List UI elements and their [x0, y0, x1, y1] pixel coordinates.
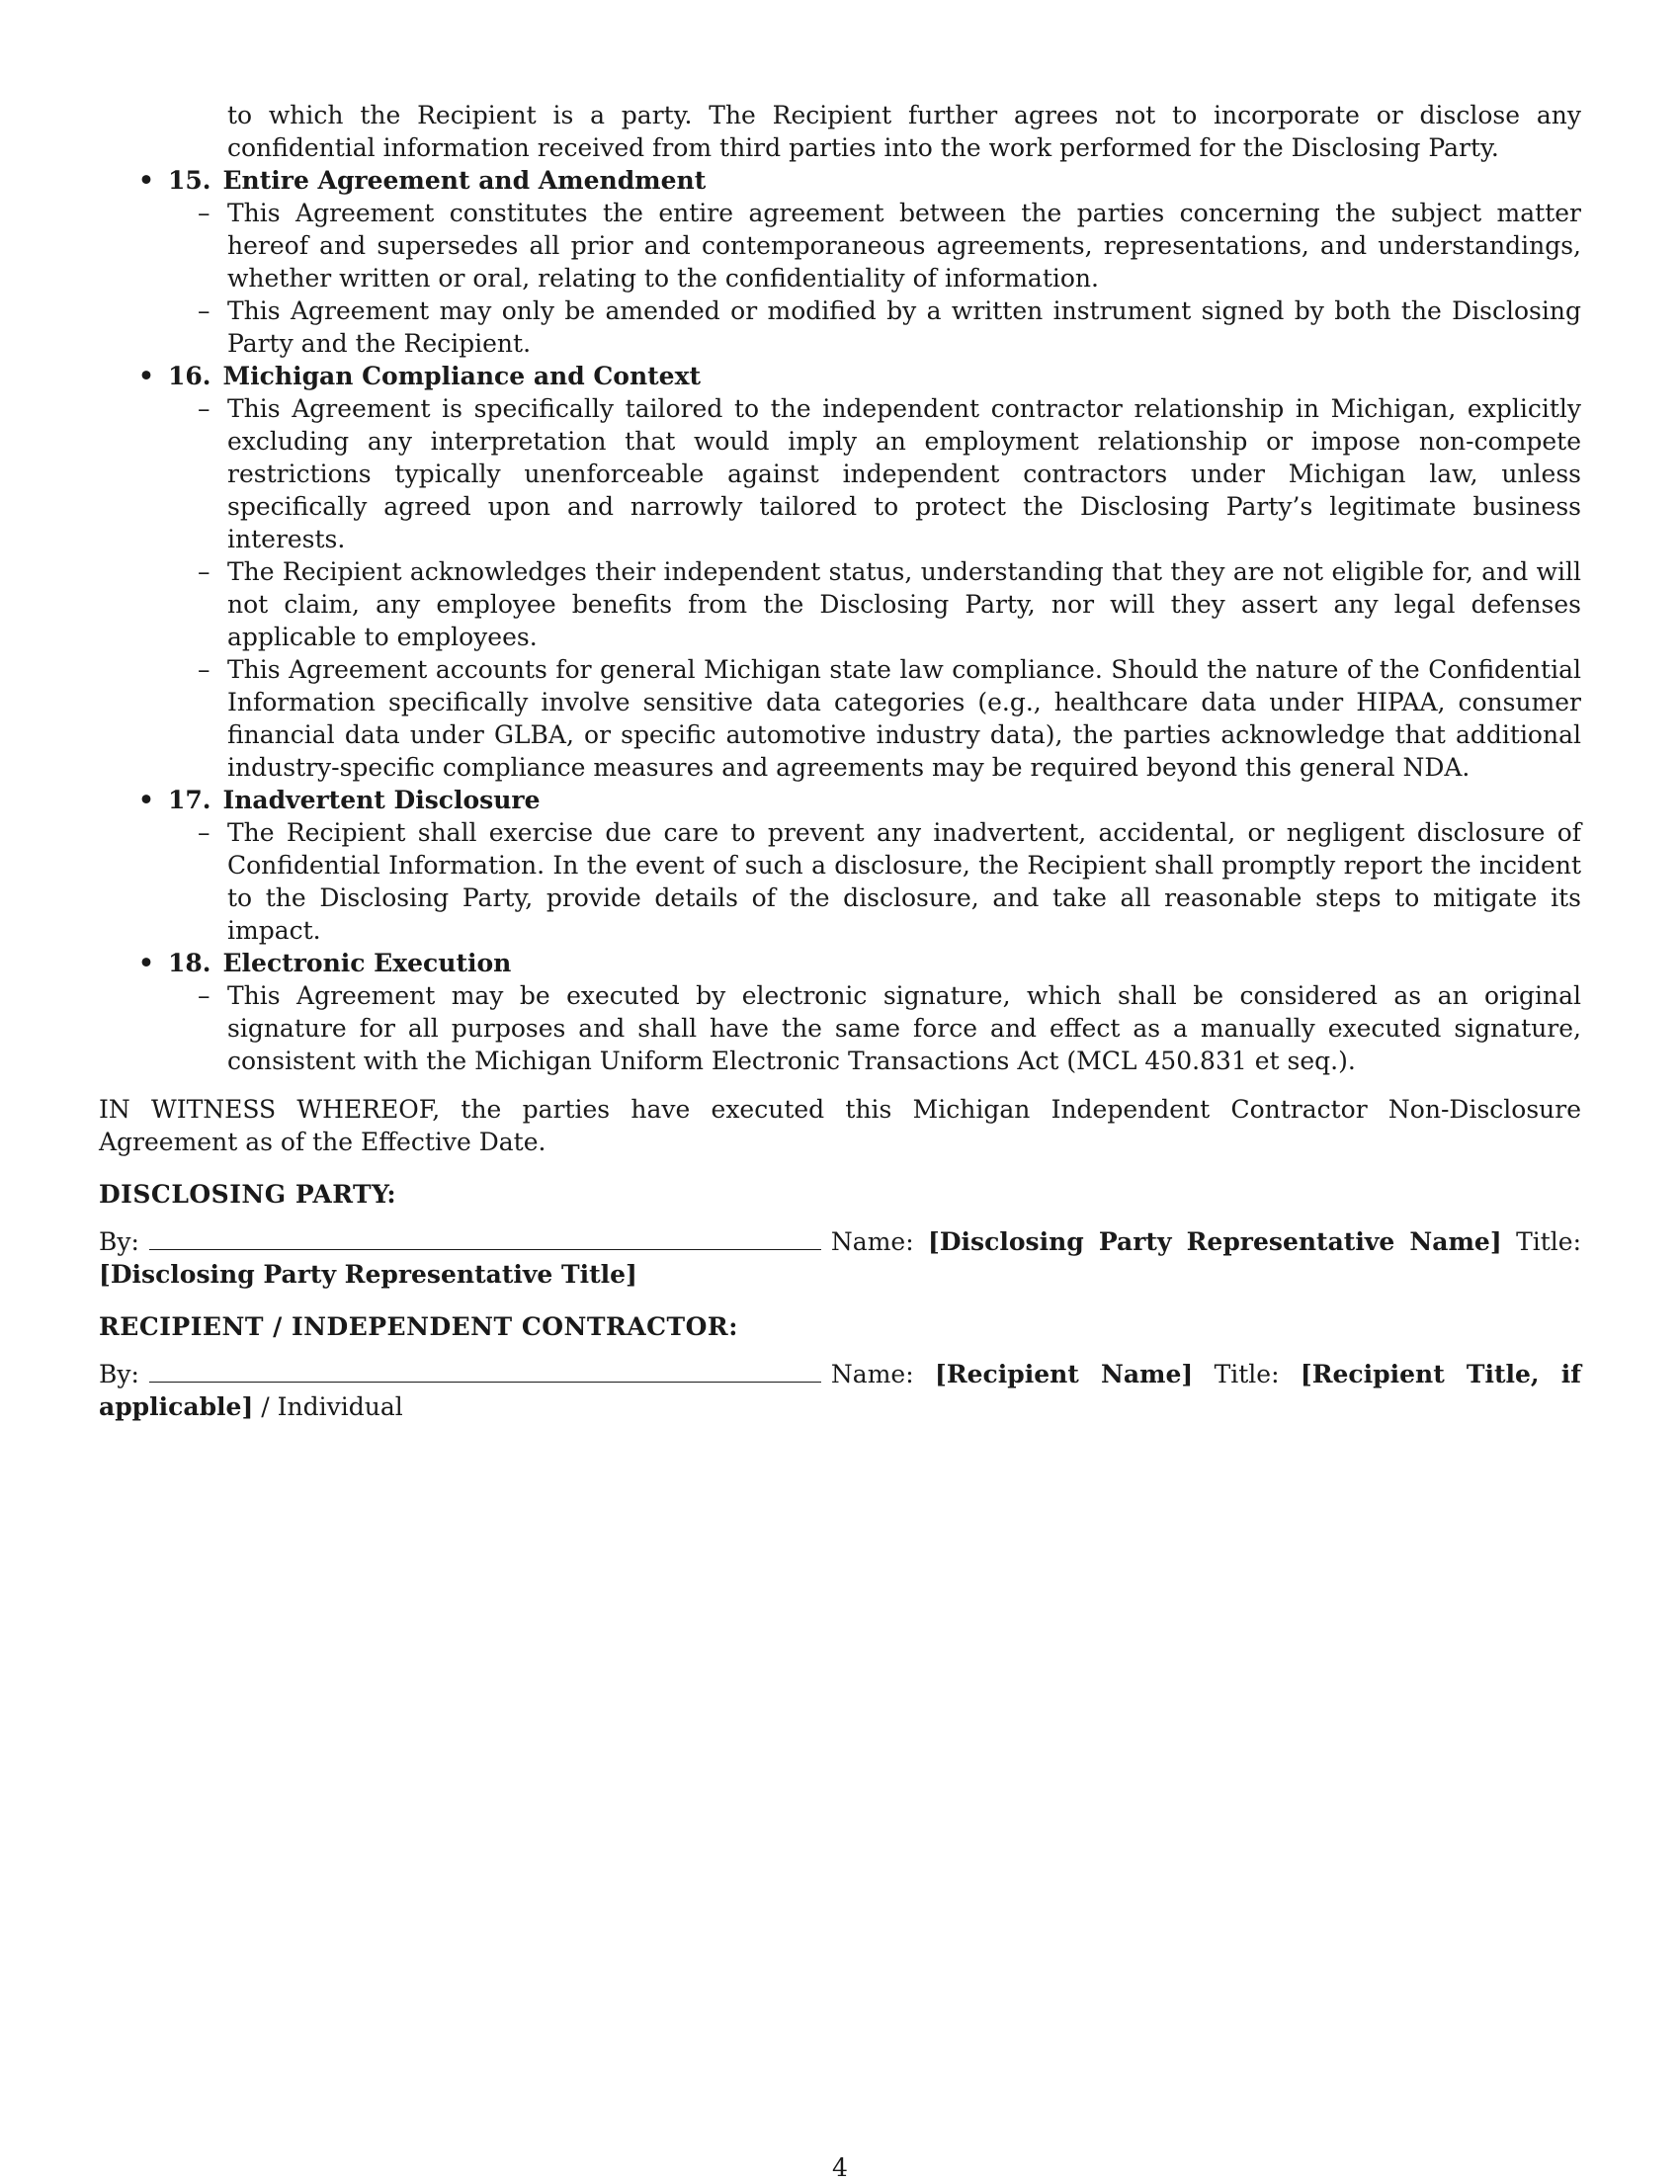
dash-marker: – [198, 981, 210, 1010]
by-label: By: [99, 1360, 139, 1388]
subsection-item [168, 979, 1581, 1077]
dash-marker: – [198, 394, 210, 423]
recipient-name-placeholder: [Recipient Name] [935, 1360, 1194, 1388]
dash-marker: – [198, 818, 210, 847]
section-title: Entire Agreement and Amendment [222, 166, 707, 195]
subsection-text: This Agreement accounts for general Michigan state law compliance. Should the nature of the Confidential Information specifically involve sensitive data categories (e.g., healthcare data under HIPAA, consumer financial data under GLBA, or specific automotive industry data), the parties acknowledge that additional industry-specific compliance measures and agreements may be required beyond this general NDA. [227, 655, 1581, 782]
recipient-title-placeholder: [Recipient Title, if applicable] [99, 1360, 1581, 1421]
section-heading [168, 784, 1581, 816]
section-number: 17. [168, 786, 211, 814]
subsection-item [168, 653, 1581, 784]
subsection-text: This Agreement may be executed by electronic signature, which shall be considered as an original signature for all purposes and shall have the same force and effect as a manually executed signature, consistent with the Michigan Uniform Electronic Transactions Act (MCL 450.831 et seq.). [227, 981, 1581, 1075]
witness-paragraph: IN WITNESS WHEREOF, the parties have executed this Michigan Independent Contractor Non-Disclosure Agreement as of the Effective Date. [99, 1095, 1581, 1156]
subsection-text: The Recipient shall exercise due care to prevent any inadvertent, accidental, or negligent disclosure of Confidential Information. In the event of such a disclosure, the Recipient shall promptly report the incident to the Disclosing Party, provide details of the disclosure, and take all reasonable steps to mitigate its impact. [227, 818, 1581, 945]
section-number: 18. [168, 949, 211, 977]
dash-marker: – [198, 199, 210, 227]
section-number: 16. [168, 362, 211, 390]
bullet-marker: • [138, 166, 154, 195]
section-title: Inadvertent Disclosure [222, 786, 541, 814]
subsection-text: This Agreement may only be amended or modified by a written instrument signed by both the Disclosing Party and the Recipient. [227, 296, 1581, 358]
subsection-text: The Recipient acknowledges their independent status, understanding that they are not eligible for, and will not claim, any employee benefits from the Disclosing Party, nor will they assert any legal defenses applicable to employees. [227, 557, 1581, 651]
recipient-type-suffix: / Individual [261, 1392, 403, 1421]
recipient-signature-block [99, 1358, 1581, 1423]
title-label: Title: [1214, 1360, 1280, 1388]
section-17 [99, 784, 1581, 947]
subsection-item [168, 555, 1581, 653]
section-title: Electronic Execution [222, 949, 512, 977]
continuation-paragraph: to which the Recipient is a party. The Recipient further agrees not to incorporate or disclose any confidential information received from third parties into the work performed for the Disclosing Party. [227, 101, 1581, 162]
section-16 [99, 360, 1581, 784]
section-heading [168, 360, 1581, 392]
subsection-list [168, 816, 1581, 947]
title-label: Title: [1516, 1227, 1581, 1256]
disclosing-title-placeholder: [Disclosing Party Representative Title] [99, 1260, 637, 1289]
page-number: 4 [832, 2153, 848, 2182]
subsection-text: This Agreement is specifically tailored to the independent contractor relationship in Michigan, explicitly excluding any interpretation that would imply an employment relationship or impose non-compete restrictions typically unenforceable against independent contractors under Michigan law, unless specifically agreed upon and narrowly tailored to protect the Disclosing Party’s legitimate business interests. [227, 394, 1581, 553]
bullet-marker: • [138, 786, 154, 814]
recipient-signature-line[interactable] [149, 1358, 821, 1383]
bullet-marker: • [138, 949, 154, 977]
disclosing-signature-block [99, 1225, 1581, 1291]
dash-marker: – [198, 655, 210, 684]
dash-marker: – [198, 557, 210, 586]
subsection-list [168, 979, 1581, 1077]
subsection-item [168, 816, 1581, 947]
dash-marker: – [198, 296, 210, 325]
recipient-heading: RECIPIENT / INDEPENDENT CONTRACTOR: [99, 1312, 738, 1341]
section-heading [168, 164, 1581, 197]
subsection-list [168, 197, 1581, 360]
bullet-marker: • [138, 362, 154, 390]
section-heading [168, 947, 1581, 979]
name-label: Name: [830, 1360, 914, 1388]
disclosing-name-placeholder: [Disclosing Party Representative Name] [928, 1227, 1502, 1256]
document-page [99, 99, 1581, 1423]
section-15 [99, 164, 1581, 360]
section-title: Michigan Compliance and Context [222, 362, 702, 390]
name-label: Name: [830, 1227, 914, 1256]
subsection-item [168, 197, 1581, 294]
disclosing-party-heading: DISCLOSING PARTY: [99, 1180, 397, 1209]
subsection-list [168, 392, 1581, 784]
disclosing-signature-line[interactable] [149, 1225, 821, 1250]
subsection-item [168, 294, 1581, 360]
section-list [99, 164, 1581, 1077]
by-label: By: [99, 1227, 139, 1256]
section-18 [99, 947, 1581, 1077]
section-number: 15. [168, 166, 211, 195]
subsection-text: This Agreement constitutes the entire agreement between the parties concerning the subject matter hereof and supersedes all prior and contemporaneous agreements, representations, and understandings, whether written or oral, relating to the confidentiality of information. [227, 199, 1581, 293]
subsection-item [168, 392, 1581, 555]
